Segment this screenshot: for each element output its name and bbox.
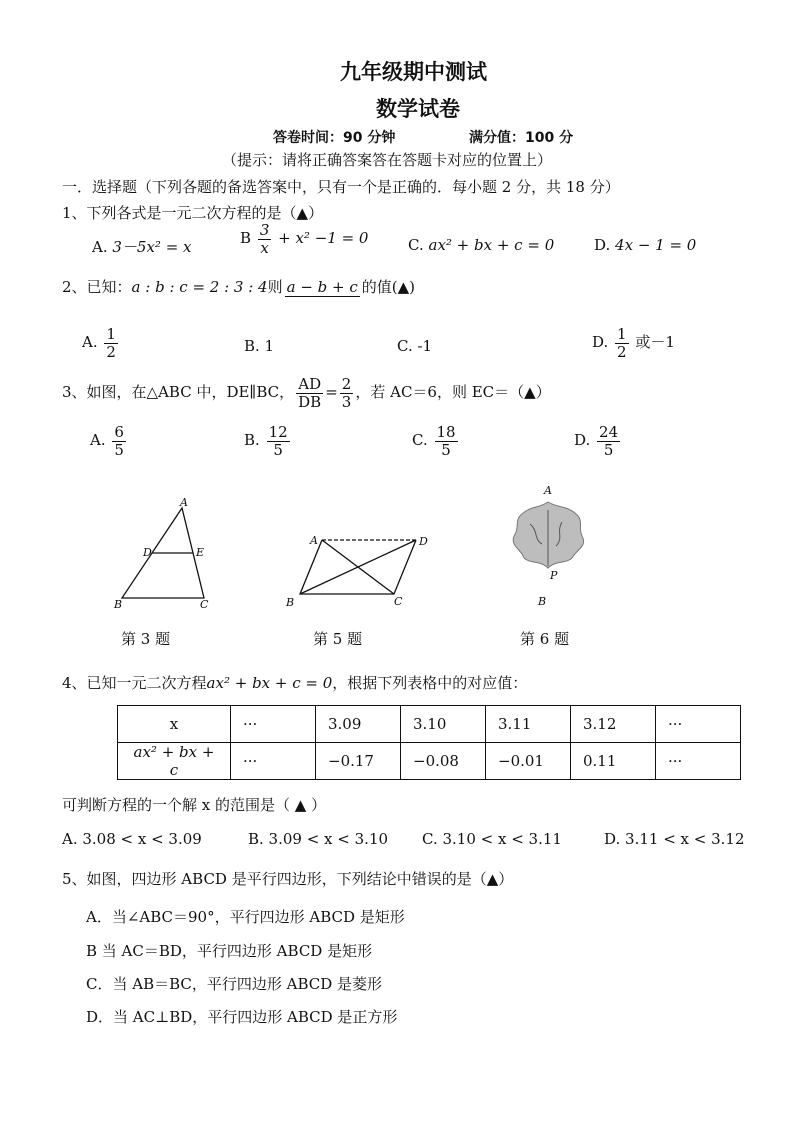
q2-stem xyxy=(62,276,415,297)
q1-d-expr: 4x − 1 = 0 xyxy=(615,236,697,254)
figure-5-caption: 第 5 题 xyxy=(313,630,363,648)
q2-fraction xyxy=(285,279,360,297)
q4-question: 可判断方程的一个解 x 的范围是（ ▲ ） xyxy=(62,796,327,814)
q1-b-num: 3 xyxy=(259,221,270,239)
figure-3-caption: 第 3 题 xyxy=(121,630,171,648)
figure-6-caption: 第 6 题 xyxy=(520,630,570,648)
table-cell: 3.11 xyxy=(486,706,571,743)
q1-d-label: D. xyxy=(594,236,611,254)
table-cell: ··· xyxy=(231,706,316,743)
q2-d-fraction xyxy=(615,326,629,360)
q2-option-d xyxy=(592,326,675,360)
table-row xyxy=(118,706,741,743)
page-title: 九年级期中测试 xyxy=(340,60,487,84)
table-cell: ··· xyxy=(231,743,316,780)
exam-time: 答卷时间：90 分钟 xyxy=(273,130,396,146)
table-cell: ··· xyxy=(656,706,741,743)
q4-stem-prefix: 4、已知一元二次方程 xyxy=(62,674,207,692)
q2-option-a xyxy=(82,326,120,360)
fig6-label-a: A xyxy=(544,484,552,497)
q4-option-b: B. 3.09 < x < 3.10 xyxy=(248,830,389,848)
table-cell: 3.12 xyxy=(571,706,656,743)
q1-option-d xyxy=(594,236,696,254)
q3-frac1-den: DB xyxy=(298,392,322,411)
q3-a-num: 6 xyxy=(114,423,124,441)
q1-a-label: A. xyxy=(92,238,108,256)
q3-d-label: D. xyxy=(574,431,591,449)
q2-prefix: 2、已知： xyxy=(62,278,132,296)
q1-b-fraction xyxy=(258,222,272,256)
table-cell: 3.09 xyxy=(316,706,401,743)
q4-stem-expr: ax² + bx + c = 0 xyxy=(206,674,333,692)
q2-a-num: 1 xyxy=(106,325,116,343)
q1-option-a xyxy=(92,236,192,257)
q1-stem: 1、下列各式是一元二次方程的是（▲） xyxy=(62,204,324,222)
q2-then: 则 xyxy=(267,278,283,296)
value-table xyxy=(117,705,741,780)
q3-option-c xyxy=(412,424,460,458)
q3-option-a xyxy=(90,424,128,458)
q3-frac2-num: 2 xyxy=(341,375,352,393)
fig3-label-c: C xyxy=(200,598,209,611)
q3-frac1 xyxy=(296,376,323,410)
figure-3-triangle xyxy=(108,496,218,614)
q3-c-fraction xyxy=(435,424,458,458)
q2-frac-num: a − b + c xyxy=(286,278,358,297)
q5-option-b: B 当 AC＝BD，平行四边形 ABCD 是矩形 xyxy=(86,942,373,960)
q3-option-b xyxy=(244,424,292,458)
fig3-label-e: E xyxy=(196,546,205,559)
q3-a-fraction xyxy=(112,424,126,458)
table-row xyxy=(118,743,741,780)
fig5-label-a: A xyxy=(310,534,318,547)
q3-c-den: 5 xyxy=(441,440,451,459)
q3-suffix: ，若 AC＝6，则 EC＝（▲） xyxy=(355,383,551,401)
q4-stem xyxy=(62,672,527,693)
table-cell: x xyxy=(118,706,231,743)
q3-stem xyxy=(62,376,551,410)
table-cell: −0.17 xyxy=(316,743,401,780)
q3-frac2-den: 3 xyxy=(341,392,352,411)
q3-a-label: A. xyxy=(90,431,106,449)
q2-option-c: C. -1 xyxy=(397,337,433,355)
fig3-label-d: D xyxy=(143,546,152,559)
table-cell: ax² + bx + c xyxy=(118,743,231,780)
q3-d-fraction xyxy=(597,424,620,458)
q3-c-label: C. xyxy=(412,431,428,449)
section-title: 一．选择题（下列各题的备选答案中，只有一个是正确的．每小题 2 分，共 18 分） xyxy=(62,178,620,196)
q4-option-d: D. 3.11 < x < 3.12 xyxy=(604,830,745,848)
q3-d-den: 5 xyxy=(603,440,614,459)
q2-a-fraction xyxy=(104,326,118,360)
full-score: 满分值：100 分 xyxy=(469,130,574,146)
page-subtitle: 数学试卷 xyxy=(376,97,460,121)
figure-5-parallelogram xyxy=(282,528,438,612)
q2-d-den: 2 xyxy=(617,342,627,361)
q2-d-rest: 或－1 xyxy=(635,333,675,351)
fig3-label-b: B xyxy=(114,598,123,611)
q4-option-a: A. 3.08 < x < 3.09 xyxy=(62,830,202,848)
q3-b-label: B. xyxy=(244,431,260,449)
diagonal-bd xyxy=(300,540,416,594)
table-cell: −0.08 xyxy=(401,743,486,780)
table-cell: ··· xyxy=(656,743,741,780)
fig5-label-d: D xyxy=(419,535,428,548)
q1-b-rest: + x² −1 = 0 xyxy=(278,229,369,247)
q4-option-c: C. 3.10 < x < 3.11 xyxy=(422,830,562,848)
table-cell: 3.10 xyxy=(401,706,486,743)
q3-b-fraction xyxy=(267,424,290,458)
q2-d-num: 1 xyxy=(617,325,627,343)
q3-c-num: 18 xyxy=(436,423,456,441)
q1-b-label: B xyxy=(240,229,252,247)
q5-option-a: A．当∠ABC＝90°，平行四边形 ABCD 是矩形 xyxy=(86,908,405,926)
q3-option-d xyxy=(574,424,622,458)
q3-a-den: 5 xyxy=(114,440,124,459)
q3-eq: = xyxy=(325,383,338,401)
q2-a-label: A. xyxy=(82,333,98,351)
q5-option-c: C．当 AB＝BC，平行四边形 ABCD 是菱形 xyxy=(86,975,383,993)
fig5-label-b: B xyxy=(286,596,295,609)
q4-stem-suffix: ，根据下列表格中的对应值： xyxy=(332,674,528,692)
answer-hint: （提示：请将正确答案答在答题卡对应的位置上） xyxy=(222,151,553,169)
table-cell: −0.01 xyxy=(486,743,571,780)
q1-c-label: C. xyxy=(408,236,424,254)
q3-frac2 xyxy=(340,376,354,410)
q1-c-expr: ax² + bx + c = 0 xyxy=(428,236,555,254)
fig5-label-c: C xyxy=(394,595,403,608)
q2-ratio: a : b : c = 2 : 3 : 4 xyxy=(131,278,268,296)
q3-frac1-num: AD xyxy=(298,375,322,393)
q2-suffix: 的值(▲) xyxy=(361,278,416,296)
q3-b-num: 12 xyxy=(268,423,288,441)
q1-a-expr: 3－5x² = x xyxy=(112,238,192,256)
table-cell: 0.11 xyxy=(571,743,656,780)
fig3-label-a: A xyxy=(180,496,188,509)
q5-option-d: D．当 AC⊥BD，平行四边形 ABCD 是正方形 xyxy=(86,1008,398,1026)
q1-option-b xyxy=(240,222,368,256)
q2-a-den: 2 xyxy=(106,342,116,361)
q2-option-b: B. 1 xyxy=(244,337,275,355)
q5-stem: 5、如图，四边形 ABCD 是平行四边形，下列结论中错误的是（▲） xyxy=(62,870,514,888)
figure-6-leaf xyxy=(500,480,600,610)
fig6-label-b: B xyxy=(538,595,547,608)
q3-b-den: 5 xyxy=(273,440,283,459)
fig6-label-p: P xyxy=(550,569,558,582)
q1-option-c xyxy=(408,236,554,254)
q2-d-label: D. xyxy=(592,333,609,351)
q1-b-den: x xyxy=(260,238,269,257)
q3-prefix: 3、如图，在△ABC 中，DE∥BC， xyxy=(62,383,295,401)
q3-d-num: 24 xyxy=(599,423,619,441)
